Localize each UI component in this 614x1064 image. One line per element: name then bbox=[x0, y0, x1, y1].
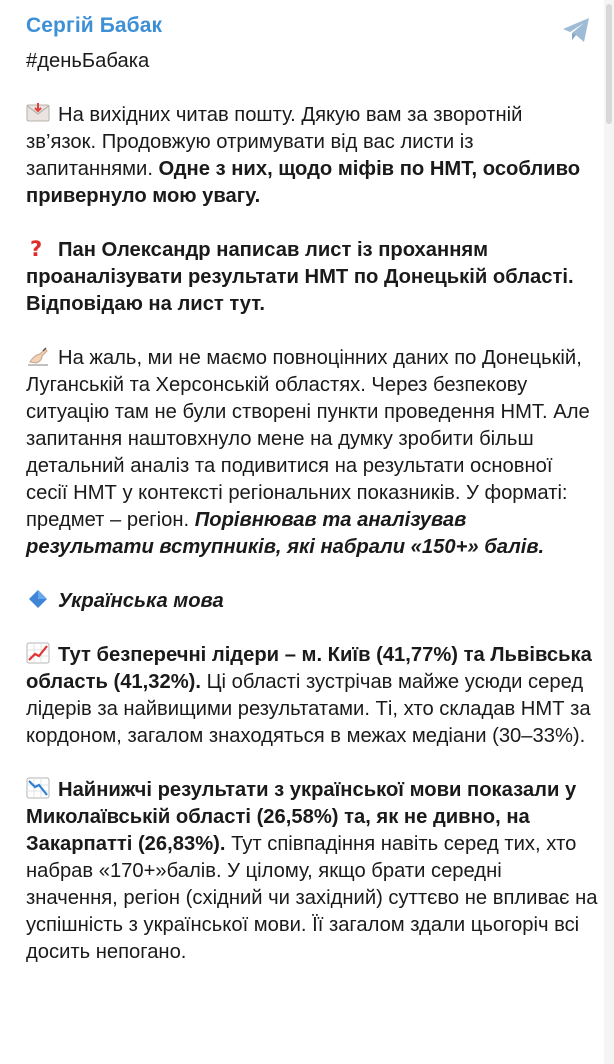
chart-down-icon bbox=[26, 777, 50, 799]
writing-hand-icon bbox=[26, 345, 50, 367]
blue-diamond-icon bbox=[26, 588, 50, 610]
paragraph-lowest bbox=[26, 777, 598, 966]
section-title-text: Українська мова bbox=[58, 590, 224, 612]
chart-up-icon bbox=[26, 642, 50, 664]
paragraph-analysis bbox=[26, 345, 598, 561]
telegram-icon[interactable] bbox=[560, 14, 592, 46]
paragraph-analysis-bold: Порівнював та аналізував результати вступників, які набрали «150+» балів. bbox=[26, 509, 545, 558]
paragraph-lowest-text: Тут співпадіння навіть серед тих, хто набрав «170+»балів. У цілому, якщо брати середні значення, регіон (східний чи західний) суттєво не впливає на успішність з української мови. Її загалом здали цьогоріч всі досить непогано. bbox=[26, 833, 598, 963]
hashtag-link[interactable]: #деньБабака bbox=[26, 50, 150, 72]
paragraph-leaders-bold: Тут безперечні лідери – м. Київ (41,77%) та Львівська область (41,32%). bbox=[26, 644, 592, 693]
paragraph-leaders bbox=[26, 642, 598, 750]
paragraph-mail bbox=[26, 102, 598, 210]
paragraph-question-text: Пан Олександр написав лист із проханням проаналізувати результати НМТ по Донецькій області. Відповідаю на лист тут. bbox=[26, 239, 574, 315]
scrollbar[interactable] bbox=[604, 0, 614, 1064]
post-header bbox=[26, 12, 594, 46]
paragraph-mail-text: На вихідних читав пошту. Дякую вам за зворотній зв’язок. Продовжую отримувати від вас листи із запитаннями. bbox=[26, 104, 523, 180]
question-mark-icon bbox=[26, 237, 50, 259]
paragraph-lowest-bold: Найнижчі результати з української мови показали у Миколаївській області (26,58%) та, як не дивно, на Закарпатті (26,83%). bbox=[26, 779, 577, 855]
channel-author[interactable]: Сергій Бабак bbox=[26, 14, 163, 37]
scrollbar-thumb[interactable] bbox=[606, 4, 612, 124]
svg-text:?: ? bbox=[30, 237, 43, 259]
post-body bbox=[26, 48, 598, 966]
paragraph-analysis-text: На жаль, ми не маємо повноцінних даних по Донецькій, Луганській та Херсонській областях. Через безпекову ситуацію там не були створені пункти проведення НМТ. Але запитання наштовхнуло мене на думку зробити більш детальний аналіз та подивитися на результати основної сесії НМТ у контексті регіональних показників. У форматі: предмет – регіон. bbox=[26, 347, 590, 531]
envelope-icon bbox=[26, 102, 50, 124]
paragraph-leaders-text: Ці області зустрічав майже усюди серед лідерів за найвищими результатами. Ті, хто складав НМТ за кордоном, загалом знаходяться в межах медіани (30–33%). bbox=[26, 671, 591, 747]
paragraph-question bbox=[26, 237, 598, 318]
section-title bbox=[26, 588, 598, 615]
paragraph-mail-bold: Одне з них, щодо міфів по НМТ, особливо привернуло мою увагу. bbox=[26, 158, 581, 207]
